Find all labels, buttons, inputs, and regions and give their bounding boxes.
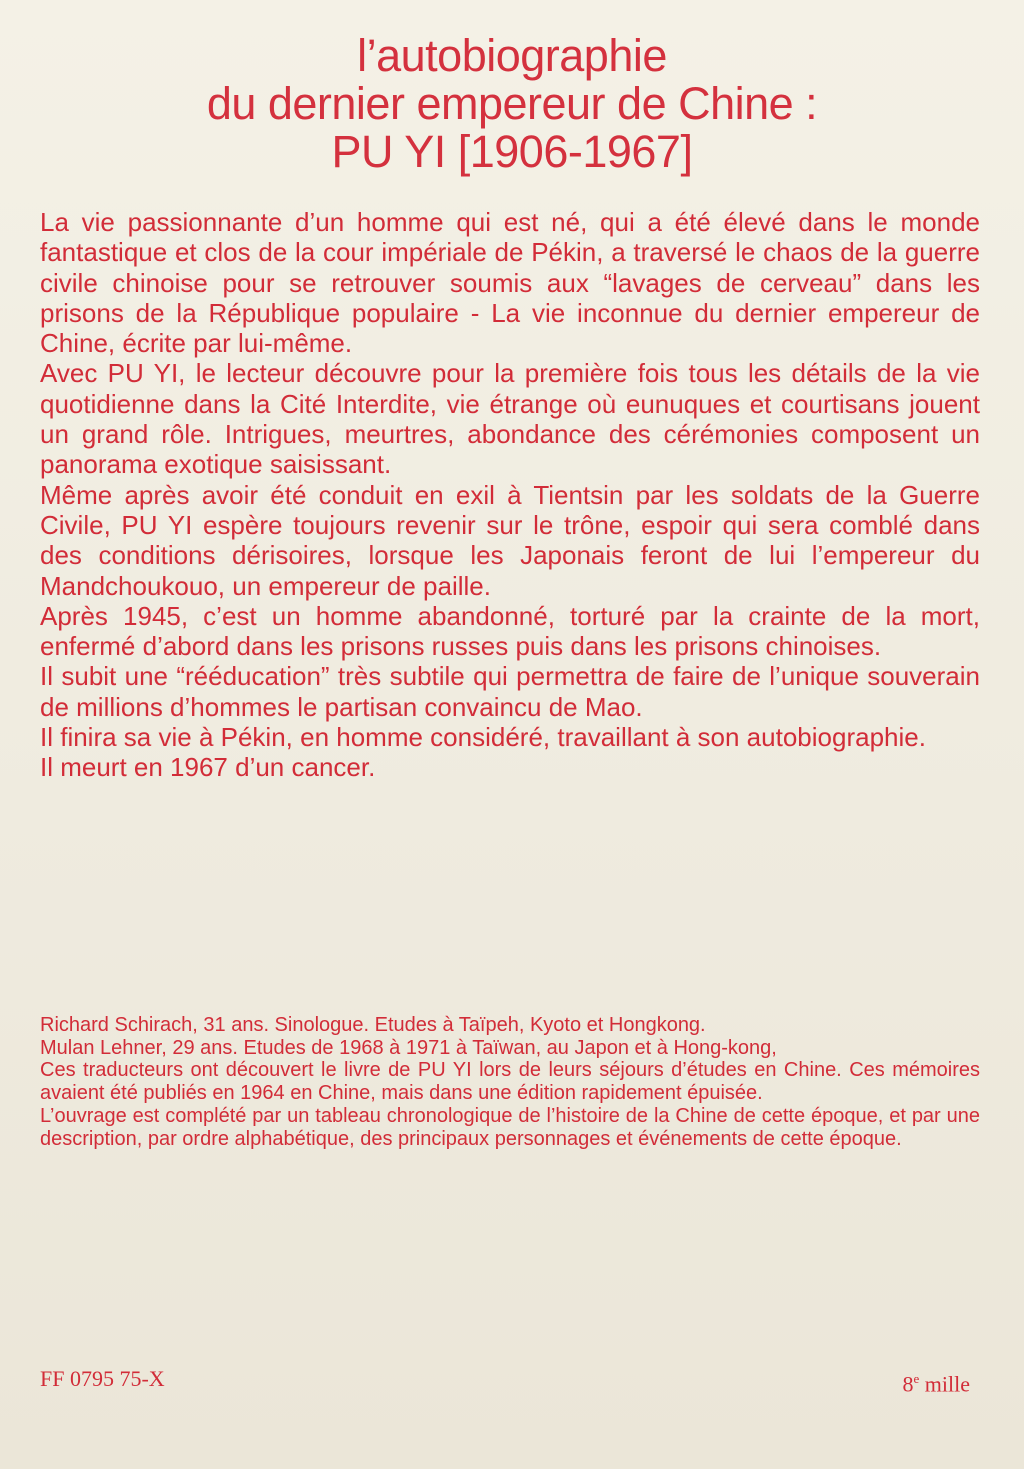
blurb-paragraph: Il meurt en 1967 d’un cancer. — [40, 752, 376, 783]
blurb-paragraph: Même après avoir été conduit en exil à Tientsin par les soldats de la Guerre Civile, PU YI espère toujours revenir sur le trône, espoir qui sera comblé dans des conditions dérisoires, lorsque les Japonais feront de lui l’empereur du Mandchoukouo, un empereur de paille. — [40, 479, 980, 601]
catalog-code: FF 0795 75-X — [40, 1366, 165, 1391]
translator-paragraph: L’ouvrage est complété par un tableau chronologique de l’histoire de la Chine de cette époque, et par une description, par ordre alphabétique, des principaux personnages et événements de cette époque. — [40, 1104, 980, 1150]
blurb-paragraph: Avec PU YI, le lecteur découvre pour la première fois tous les détails de la vie quotidienne dans la Cité Interdite, vie étrange où eunuques et courtisans jouent un grand rôle. Intrigues, meurtres, abondance des cérémonies composent un panorama exotique saisissant. — [40, 358, 980, 480]
print-run-word: mille — [919, 1371, 970, 1397]
blurb-paragraph: Il subit une “rééducation” très subtile qui permettra de faire de l’unique souverain de millions d’hommes le partisan convaincu de Mao. — [40, 661, 980, 722]
translator-paragraph: Ces traducteurs ont découvert le livre de PU YI lors de leurs séjours d’études en Chine. Ces mémoires avaient été publiés en 1964 en Chine, mais dans une édition rapidement épuisée. — [40, 1059, 980, 1105]
print-run — [903, 1366, 971, 1397]
blurb-paragraph: Il finira sa vie à Pékin, en homme considéré, travaillant à son autobiographie. — [40, 722, 926, 753]
blurb-text — [40, 207, 980, 783]
blurb-paragraph: La vie passionnante d’un homme qui est né, qui a été élevé dans le monde fantastique et clos de la cour impériale de Pékin, a traversé le chaos de la guerre civile chinoise pour se retrouver soumis aux “lavages de cerveau” dans les prisons de la République populaire - La vie inconnue du dernier empereur de Chine, écrite par lui-même. — [40, 207, 980, 359]
print-run-ordinal: e — [913, 1371, 920, 1386]
translator-paragraph: Richard Schirach, 31 ans. Sinologue. Etudes à Taïpeh, Kyoto et Hongkong. — [40, 1014, 706, 1036]
translators-note — [40, 1014, 980, 1150]
title-line-2: du dernier empereur de Chine : — [206, 78, 818, 129]
blurb-paragraph: Après 1945, c’est un homme abandonné, torturé par la crainte de la mort, enfermé d’abord dans les prisons russes puis dans les prisons chinoises. — [40, 600, 980, 662]
title-line-3: PU YI [1906-1967] — [331, 126, 693, 177]
translator-paragraph: Mulan Lehner, 29 ans. Etudes de 1968 à 1971 à Taïwan, au Japon et à Hong-kong, — [40, 1036, 777, 1059]
print-run-number: 8 — [902, 1371, 914, 1397]
title-line-1: l’autobiographie — [357, 30, 667, 81]
cover-title — [0, 32, 1024, 176]
